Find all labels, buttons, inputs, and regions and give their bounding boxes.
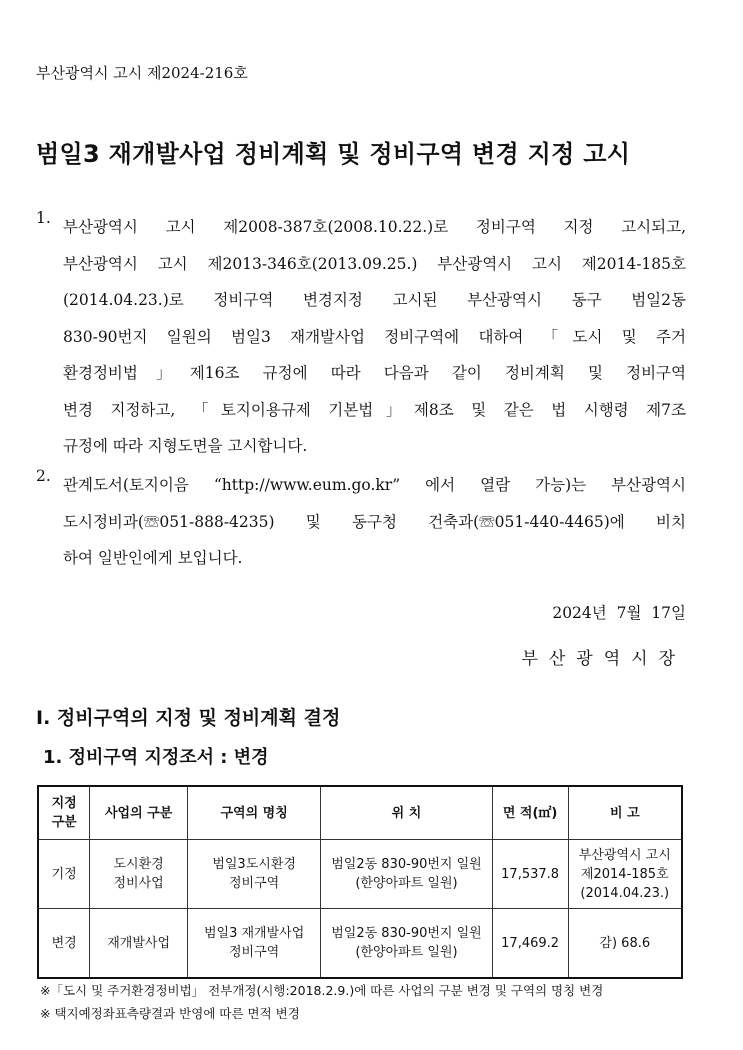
issuer-name: 부산광역시장 bbox=[521, 649, 686, 669]
zone-designation-table bbox=[37, 785, 683, 979]
paragraph-1-number: 1. bbox=[36, 209, 51, 227]
paragraph-2 bbox=[36, 467, 686, 577]
footnote: ※ 택지예정좌표측량결과 반영에 따른 면적 변경 bbox=[40, 1006, 300, 1021]
cell-project-type: 도시환경 정비사업 bbox=[90, 840, 188, 909]
header-category bbox=[38, 786, 90, 840]
document-title: 범일3 재개발사업 정비계획 및 정비구역 변경 지정 고시 bbox=[36, 140, 631, 168]
cell-category: 기정 bbox=[38, 840, 90, 909]
cell-location: 범일2동 830-90번지 일원 (한양아파트 일원) bbox=[321, 909, 492, 979]
paragraph-2-number: 2. bbox=[36, 467, 51, 485]
header-project-type: 사업의 구분 bbox=[90, 786, 188, 840]
header-remarks: 비 고 bbox=[568, 786, 682, 840]
cell-location: 범일2동 830-90번지 일원 (한양아파트 일원) bbox=[321, 840, 492, 909]
paragraph-2-body bbox=[63, 467, 686, 577]
notice-number: 부산광역시 고시 제2024-216호 bbox=[36, 64, 248, 82]
paragraph-line: 변경 지정하고, 「토지이용규제 기본법」제8조 및 같은 법 시행령 제7조 bbox=[63, 400, 686, 419]
cell-project-type: 재개발사업 bbox=[90, 909, 188, 979]
paragraph-1 bbox=[36, 209, 686, 465]
header-location: 위 치 bbox=[321, 786, 492, 840]
subsection-heading: 1. 정비구역 지정조서 : 변경 bbox=[43, 747, 269, 768]
section-heading: I. 정비구역의 지정 및 정비계획 결정 bbox=[36, 707, 341, 729]
header-category-text: 지정 구분 bbox=[51, 796, 77, 830]
notice-date: 2024년 7월 17일 bbox=[552, 604, 686, 622]
cell-zone-name: 범일3 재개발사업 정비구역 bbox=[187, 909, 320, 979]
footnote: ※「도시 및 주거환경정비법」 전부개정(시행:2018.2.9.)에 따른 사업의 구분 변경 및 구역의 명칭 변경 bbox=[40, 983, 604, 998]
cell-remarks: 감) 68.6 bbox=[568, 909, 682, 979]
paragraph-line: 규정에 따라 지형도면을 고시합니다. bbox=[63, 437, 308, 455]
paragraph-line: 830-90번지 일원의 범일3 재개발사업 정비구역에 대하여 「도시 및 주거 bbox=[63, 327, 686, 346]
cell-area: 17,537.8 bbox=[492, 840, 568, 909]
table-row bbox=[38, 909, 682, 979]
table-header-row bbox=[38, 786, 682, 840]
paragraph-line: 하여 일반인에게 보입니다. bbox=[63, 549, 243, 567]
paragraph-line: 관계도서(토지이음 “http://www.eum.go.kr” 에서 열람 가능)는 부산광역시 bbox=[63, 476, 686, 494]
paragraph-line: 도시정비과(☏051-888-4235) 및 동구청 건축과(☏051-440-4465)에 비치 bbox=[63, 512, 686, 531]
paragraph-1-body bbox=[63, 209, 686, 465]
paragraph-line: (2014.04.23.)로 정비구역 변경지정 고시된 부산광역시 동구 범일2동 bbox=[63, 291, 686, 309]
paragraph-line: 부산광역시 고시 제2008-387호(2008.10.22.)로 정비구역 지정 고시되고, bbox=[63, 218, 686, 236]
cell-area: 17,469.2 bbox=[492, 909, 568, 979]
cell-remarks: 부산광역시 고시 제2014-185호 (2014.04.23.) bbox=[568, 840, 682, 909]
paragraph-line: 환경정비법」제16조 규정에 따라 다음과 같이 정비계획 및 정비구역 bbox=[63, 364, 686, 382]
paragraph-line: 부산광역시 고시 제2013-346호(2013.09.25.) 부산광역시 고시 제2014-185호 bbox=[63, 254, 686, 273]
header-area: 면 적(㎡) bbox=[492, 786, 568, 840]
table-row bbox=[38, 840, 682, 909]
cell-zone-name: 범일3도시환경 정비구역 bbox=[187, 840, 320, 909]
header-zone-name: 구역의 명칭 bbox=[187, 786, 320, 840]
cell-category: 변경 bbox=[38, 909, 90, 979]
